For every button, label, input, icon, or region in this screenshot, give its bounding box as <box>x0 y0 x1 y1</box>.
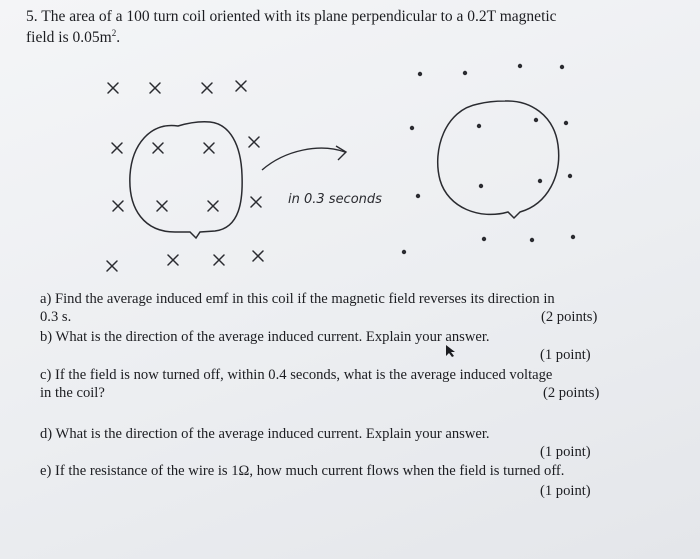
mouse-cursor-icon <box>444 344 458 358</box>
dot-mark <box>479 184 483 188</box>
dot-mark <box>416 194 420 198</box>
cross-mark <box>157 201 167 211</box>
coil-loop-after <box>438 101 559 218</box>
cross-mark <box>108 83 118 93</box>
part-b-line-1: b) What is the direction of the average induced current. Explain your answer. <box>40 329 490 345</box>
field-out-of-page-marks <box>402 64 575 254</box>
dot-mark <box>518 64 522 68</box>
cross-mark <box>107 261 117 271</box>
cross-mark <box>236 81 246 91</box>
cross-mark <box>168 255 178 265</box>
dot-mark <box>571 235 575 239</box>
dot-mark <box>402 250 406 254</box>
dot-mark <box>410 126 414 130</box>
cross-mark <box>150 83 160 93</box>
transition-arrow <box>262 148 345 170</box>
part-c-line-1: c) If the field is now turned off, within 0.4 seconds, what is the average induced voltage <box>40 367 553 383</box>
problem-title-line-1: 5. The area of a 100 turn coil oriented with its plane perpendicular to a 0.2T magnetic <box>26 8 557 25</box>
dot-mark <box>564 121 568 125</box>
part-d-points: (1 point) <box>540 444 591 460</box>
dot-mark <box>530 238 534 242</box>
dot-mark <box>418 72 422 76</box>
dot-mark <box>560 65 564 69</box>
problem-title-line-2: field is $0.05m^2$. <box>26 27 121 46</box>
cross-mark <box>253 251 263 261</box>
part-a-line-1: a) Find the average induced emf in this coil if the magnetic field reverses its direction in <box>40 291 555 307</box>
part-a-points: (2 points) <box>541 309 598 325</box>
cross-mark <box>202 83 212 93</box>
part-b-points: (1 point) <box>540 347 591 363</box>
cross-mark <box>204 143 214 153</box>
dot-mark <box>538 179 542 183</box>
cross-mark <box>251 197 261 207</box>
dot-mark <box>477 124 481 128</box>
dot-mark <box>534 118 538 122</box>
cross-mark <box>214 255 224 265</box>
transition-arrow-head <box>336 146 346 160</box>
cross-mark <box>249 137 259 147</box>
part-a-line-2: 0.3 s. <box>40 309 72 325</box>
part-e-points: (1 point) <box>540 483 591 499</box>
cross-mark <box>153 143 163 153</box>
dot-mark <box>482 237 486 241</box>
cross-mark <box>208 201 218 211</box>
part-c-points: (2 points) <box>543 385 600 401</box>
dot-mark <box>568 174 572 178</box>
cross-mark <box>113 201 123 211</box>
part-d-line-1: d) What is the direction of the average induced current. Explain your answer. <box>40 426 490 442</box>
coil-loop-before <box>130 122 242 238</box>
part-c-line-2: in the coil? <box>40 385 105 401</box>
cross-mark <box>112 143 122 153</box>
part-e-line-1: e) If the resistance of the wire is 1Ω, how much current flows when the field is turned off. <box>40 463 565 479</box>
time-annotation: in 0.3 seconds <box>288 192 382 207</box>
dot-mark <box>463 71 467 75</box>
